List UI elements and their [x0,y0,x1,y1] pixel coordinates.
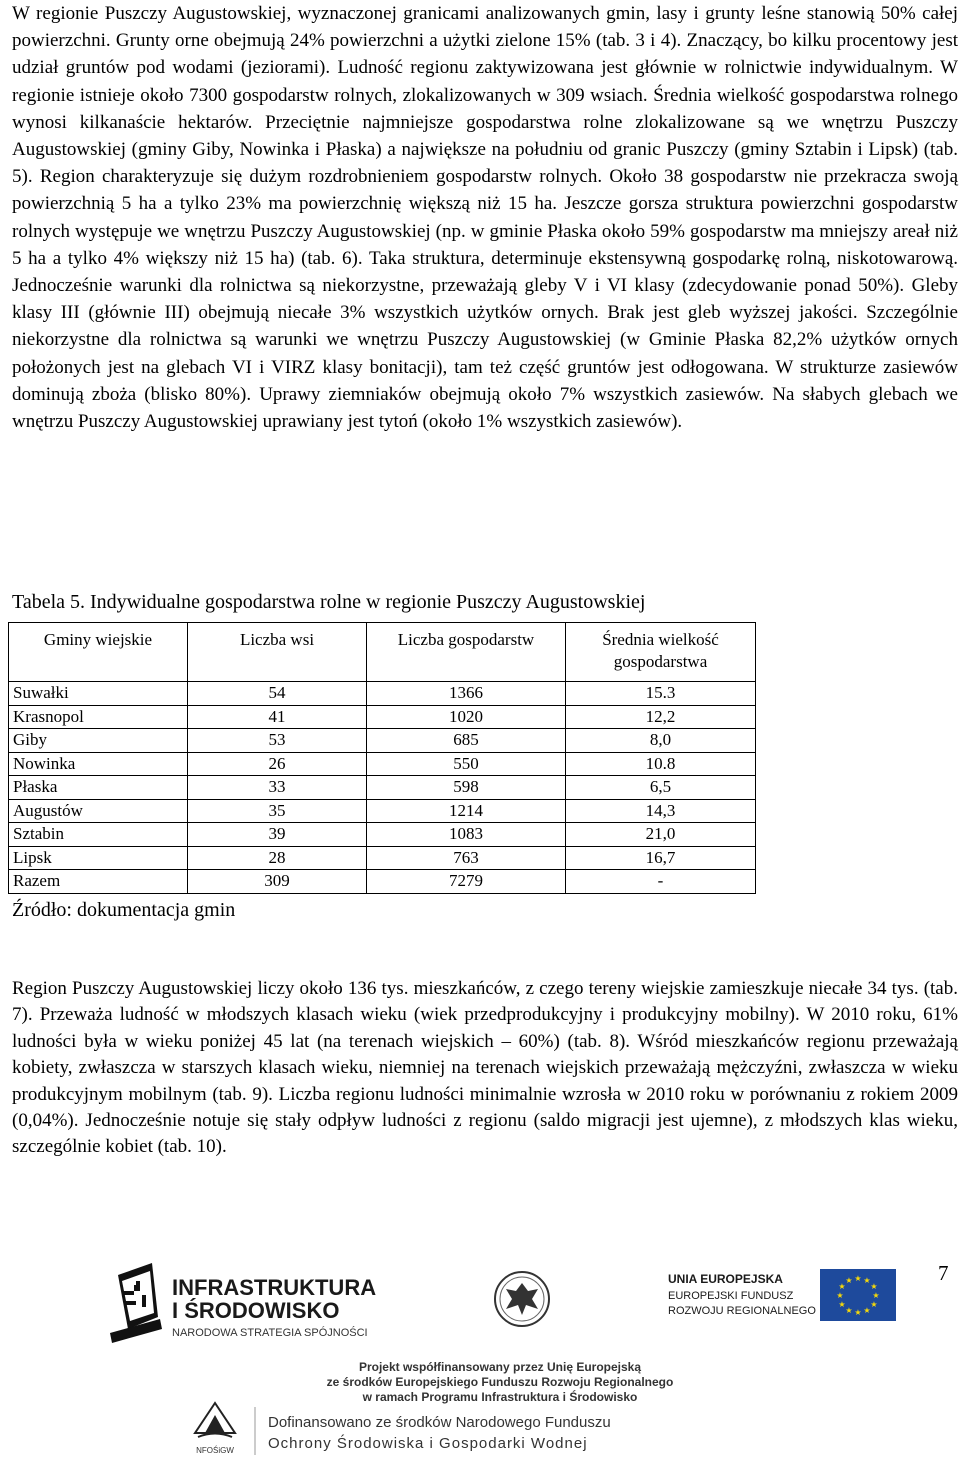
table-source: Źródło: dokumentacja gmin [12,899,236,921]
cell-srednia: 21,0 [566,823,756,847]
svg-text:★: ★ [845,1276,853,1285]
cell-gospodarstw: 685 [367,729,566,753]
cell-wsi: 33 [188,776,367,800]
cell-gmina: Razem [9,870,188,894]
cell-wsi: 41 [188,705,367,729]
cell-gospodarstw: 550 [367,752,566,776]
project-line2: ze środków Europejskiego Funduszu Rozwoju Regionalnego [326,1375,674,1389]
table-row [9,823,756,847]
farms-table [8,622,756,894]
cell-srednia: 14,3 [566,799,756,823]
cell-srednia: 16,7 [566,846,756,870]
svg-text:★: ★ [872,1291,880,1300]
cell-wsi: 53 [188,729,367,753]
svg-text:★: ★ [838,1300,846,1309]
eu-flag-icon [820,1269,896,1321]
cell-gospodarstw: 7279 [367,870,566,894]
eagle-emblem-icon [495,1272,549,1326]
cell-gmina: Lipsk [9,846,188,870]
cell-srednia: 6,5 [566,776,756,800]
population-paragraph: Region Puszczy Augustowskiej liczy około 136 tys. mieszkańców, z czego tereny wiejskie zamieszkuje niecałe 34 tys. (tab. 7). Przeważa ludność w młodszych klasach wieku (wiek przedprodukcyjny i produkcyjny mobilny). W 2010 roku, 61% ludności była w wieku poniżej 45 lat (na terenach wiejskich – 60%) (tab. 8). Wśród mieszkańców regionu przeważają kobiety, zwłaszcza w starszych klasach wieku, niemniej na terenach wiejskich przeważają mężczyźni, zwłaszcza w wieku produkcyjnym mobilnym (tab. 9). Liczba regionu ludności minimalnie wzrosła w 2010 roku w porównaniu z rokiem 2009 (0,04%). Jednocześnie notuje się stały odpływ ludności z regionu (saldo migracji jest ujemne), z młodszych klas wieku, szczególnie kobiet (tab. 10). [12,978,958,1158]
cell-gmina: Augustów [9,799,188,823]
page-number: 7 [938,1261,949,1285]
cell-gospodarstw: 1020 [367,705,566,729]
svg-text:★: ★ [854,1308,862,1317]
table-row [9,705,756,729]
logo-left-line2: I ŚRODOWISKO [172,1298,340,1323]
cell-srednia: 10.8 [566,752,756,776]
eu-line2: EUROPEJSKI FUNDUSZ [668,1290,794,1302]
cell-srednia: - [566,870,756,894]
cell-gospodarstw: 1366 [367,682,566,706]
cell-gospodarstw: 598 [367,776,566,800]
header-liczba-wsi: Liczba wsi [188,623,367,682]
cell-gmina: Krasnopol [9,705,188,729]
project-line1: Projekt współfinansowany przez Unię Europejską [358,1360,642,1374]
cell-gmina: Płaska [9,776,188,800]
table-row [9,846,756,870]
header-srednia-wielkosc: Średnia wielkość gospodarstwa [566,623,756,682]
nfosigw-label: NFOŚiGW [196,1446,234,1455]
svg-text:★: ★ [870,1300,878,1309]
svg-text:★: ★ [836,1291,844,1300]
footer-logos [0,1255,960,1468]
fund-line2: Ochrony Środowiska i Gospodarki Wodnej [268,1435,588,1452]
nfosigw-logo-icon [195,1403,235,1437]
cell-srednia: 8,0 [566,729,756,753]
logo-left-line3: NARODOWA STRATEGIA SPÓJNOŚCI [172,1327,368,1339]
cell-srednia: 12,2 [566,705,756,729]
cell-gospodarstw: 1083 [367,823,566,847]
table-header-row [9,623,756,682]
cell-gmina: Nowinka [9,752,188,776]
cell-wsi: 54 [188,682,367,706]
cell-wsi: 28 [188,846,367,870]
cell-wsi: 26 [188,752,367,776]
svg-text:★: ★ [863,1276,871,1285]
cell-wsi: 39 [188,823,367,847]
svg-text:★: ★ [863,1306,871,1315]
eu-line3: ROZWOJU REGIONALNEGO [668,1305,816,1317]
table-title: Tabela 5. Indywidualne gospodarstwa rolne w regionie Puszczy Augustowskiej [12,591,646,613]
cell-wsi: 309 [188,870,367,894]
project-line3: w ramach Programu Infrastruktura i Środowisko [362,1390,638,1404]
fund-line1: Dofinansowano ze środków Narodowego Funduszu [268,1414,611,1431]
table-row [9,799,756,823]
cell-gospodarstw: 1214 [367,799,566,823]
cell-gmina: Sztabin [9,823,188,847]
infrastruktura-logo-icon [110,1263,162,1343]
eu-line1: UNIA EUROPEJSKA [668,1272,783,1286]
intro-paragraph: W regionie Puszczy Augustowskiej, wyznaczonej granicami analizowanych gmin, lasy i grunty leśne stanowią 50% całej powierzchni. Grunty orne obejmują 24% powierzchni a użytki zielone 15% (tab. 3 i 4). Znaczący, bo kilku procentowy jest udział gruntów pod wodami (jeziorami). Ludność regionu zaktywizowana jest głównie w rolnictwie indywidualnym. W regionie istnieje około 7300 gospodarstw rolnych, zlokalizowanych w 309 wsiach. Średnia wielkość gospodarstwa rolnego wynosi kilkanaście hektarów. Przeciętnie najmniejsze gospodarstwa rolne zlokalizowane są we wnętrzu Puszczy Augustowskiej (gminy Giby, Nowinka i Płaska) a największe na południu od granic Puszczy (gminy Sztabin i Lipsk) (tab. 5). Region charakteryzuje się dużym rozdrobnieniem gospodarstw rolnych. Około 38 gospodarstw nie przekracza swoją powierzchnią 5 ha a tylko 23% ma powierzchnię większą niż 15 ha. Jeszcze gorsza struktura powierzchni gospodarstw rolnych występuje we wnętrzu Puszczy Augustowskiej (np. w gminie Płaska około 59% gospodarstw ma mniejszy areał niż 5 ha a tylko 4% większy niż 15 ha) (tab. 6). Taka struktura, determinuje ekstensywną gospodarkę rolną, niskotowarową. Jednocześnie warunki dla rolnictwa są niekorzystne, przeważają gleby V i VI klasy (zdecydowanie ponad 50%). Gleby klasy III (głównie III) obejmują niecałe 3% wszystkich użytków ornych. Brak jest gleb wyższej jakości. Szczególnie niekorzystne dla rolnictwa są warunki we wnętrzu Puszczy Augustowskiej (w Gminie Płaska 82,2% użytków ornych położonych jest na glebach VI i VIRZ klasy bonitacji), tam też część gruntów jest odłogowana. W strukturze zasiewów dominują zboża (blisko 80%). Uprawy ziemniaków obejmują około 7% wszystkich zasiewów. Na słabych glebach we wnętrzu Puszczy Augustowskiej uprawiany jest tytoń (około 1% wszystkich zasiewów). [12,3,958,433]
cell-srednia: 15.3 [566,682,756,706]
table-row [9,729,756,753]
cell-gmina: Suwałki [9,682,188,706]
cell-gospodarstw: 763 [367,846,566,870]
header-gmina: Gminy wiejskie [9,623,188,682]
table-row [9,682,756,706]
svg-text:★: ★ [838,1282,846,1291]
svg-text:★: ★ [870,1282,878,1291]
table-row [9,776,756,800]
table-row [9,752,756,776]
cell-wsi: 35 [188,799,367,823]
cell-gmina: Giby [9,729,188,753]
header-liczba-gospodarstw: Liczba gospodarstw [367,623,566,682]
svg-text:★: ★ [845,1306,853,1315]
logo-left-line1: INFRASTRUKTURA [172,1275,377,1300]
table-row-total [9,870,756,894]
svg-text:★: ★ [854,1274,862,1283]
